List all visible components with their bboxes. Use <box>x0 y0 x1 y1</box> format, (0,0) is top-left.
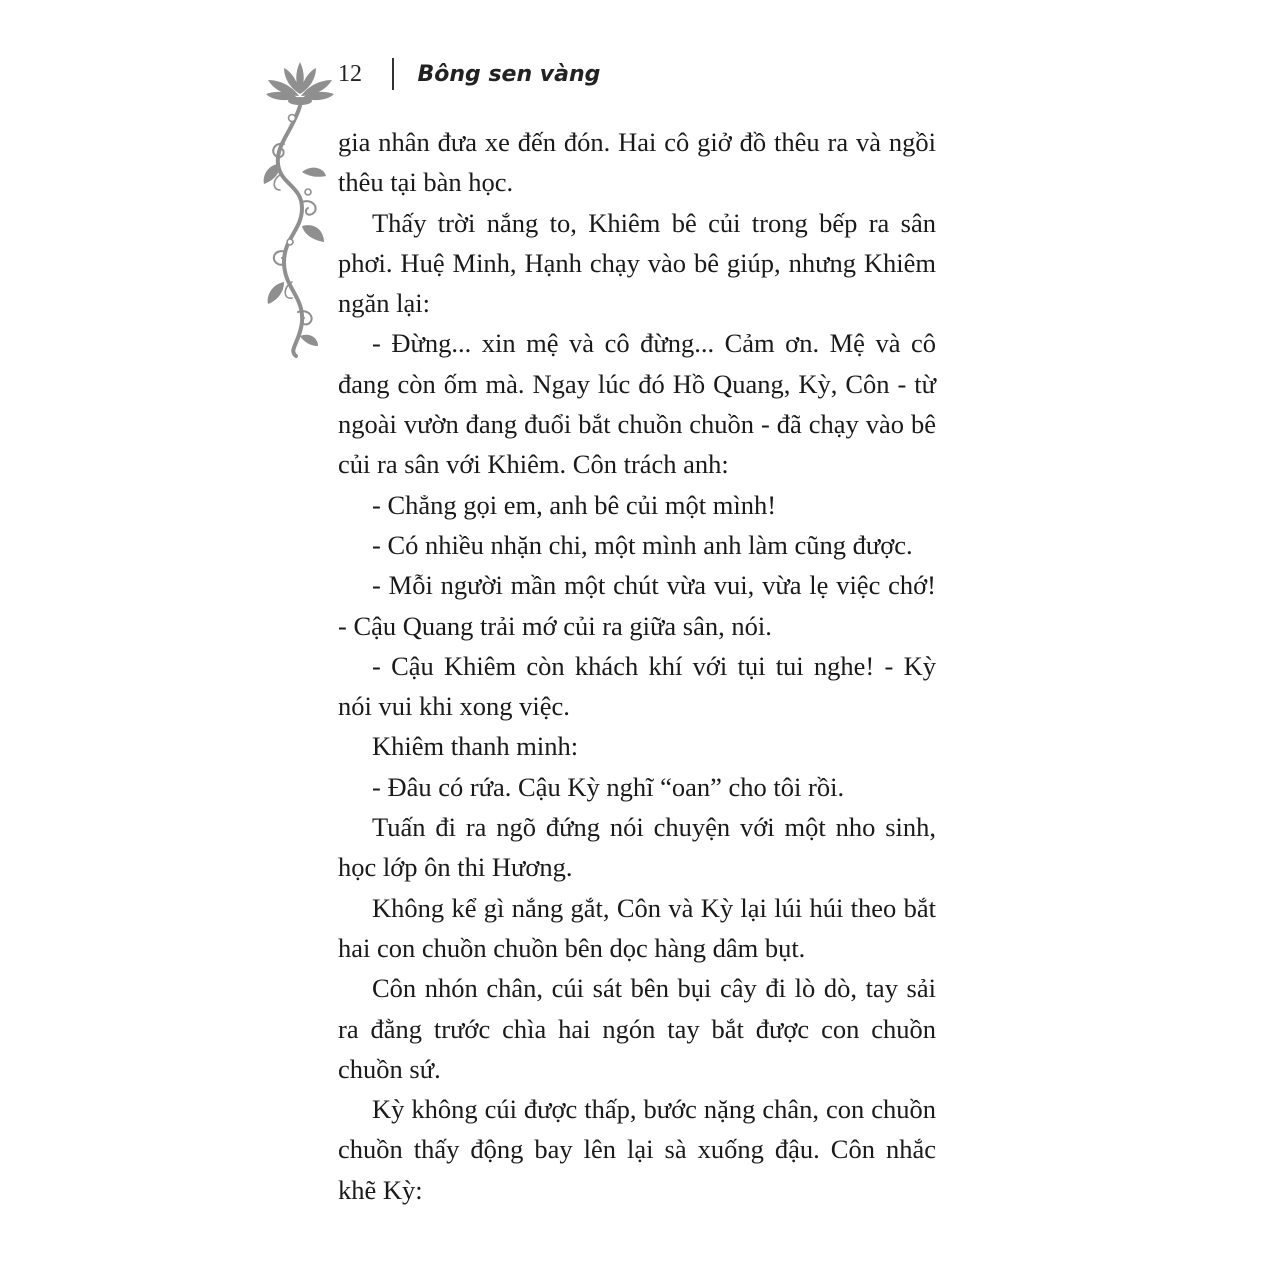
paragraph: Thấy trời nắng to, Khiêm bê củi trong bếp ra sân phơi. Huệ Minh, Hạnh chạy vào bê giúp, nhưng Khiêm ngăn lại: <box>338 207 936 319</box>
paragraph: Côn nhón chân, cúi sát bên bụi cây đi lò dò, tay sải ra đằng trước chìa hai ngón tay bắt được con chuồn chuồn sứ. <box>338 973 936 1084</box>
page-number: 12 <box>338 60 362 87</box>
paragraph: gia nhân đưa xe đến đón. Hai cô giở đồ thêu ra và ngồi thêu tại bàn học. <box>338 127 936 198</box>
paragraph: Tuấn đi ra ngõ đứng nói chuyện với một nho sinh, học lớp ôn thi Hương. <box>338 812 936 883</box>
paragraph: - Cậu Khiêm còn khách khí với tụi tui nghe! - Kỳ nói vui khi xong việc. <box>338 650 936 722</box>
lotus-vine-ornament-icon <box>262 52 338 362</box>
header-divider <box>392 58 394 90</box>
paragraph: Khiêm thanh minh: <box>372 731 579 762</box>
paragraph: - Mỗi người mần một chút vừa vui, vừa lẹ việc chớ! - Cậu Quang trải mớ củi ra giữa sân, nói. <box>338 570 936 641</box>
page-header <box>338 52 600 96</box>
paragraph: - Chẳng gọi em, anh bê củi một mình! <box>372 489 777 520</box>
paragraph: - Có nhiều nhặn chi, một mình anh làm cũng được. <box>372 529 913 560</box>
paragraph: - Đâu có rứa. Cậu Kỳ nghĩ “oan” cho tôi rồi. <box>372 771 845 802</box>
paragraph: Kỳ không cúi được thấp, bước nặng chân, con chuồn chuồn thấy động bay lên lại sà xuống đậu. Côn nhắc khẽ Kỳ: <box>338 1094 936 1205</box>
paragraph: Không kể gì nắng gắt, Côn và Kỳ lại lúi húi theo bắt hai con chuồn chuồn bên dọc hàng dâm bụt. <box>338 892 936 963</box>
book-title: Bông sen vàng <box>417 61 601 87</box>
body-text <box>338 122 936 1210</box>
paragraph: - Đừng... xin mệ và cô đừng... Cảm ơn. Mệ và cô đang còn ốm mà. Ngay lúc đó Hồ Quang, Kỳ, Côn - từ ngoài vườn đang đuổi bắt chuồn chuồn - đã chạy vào bê củi ra sân với Khiêm. Côn trách anh: <box>338 328 936 480</box>
